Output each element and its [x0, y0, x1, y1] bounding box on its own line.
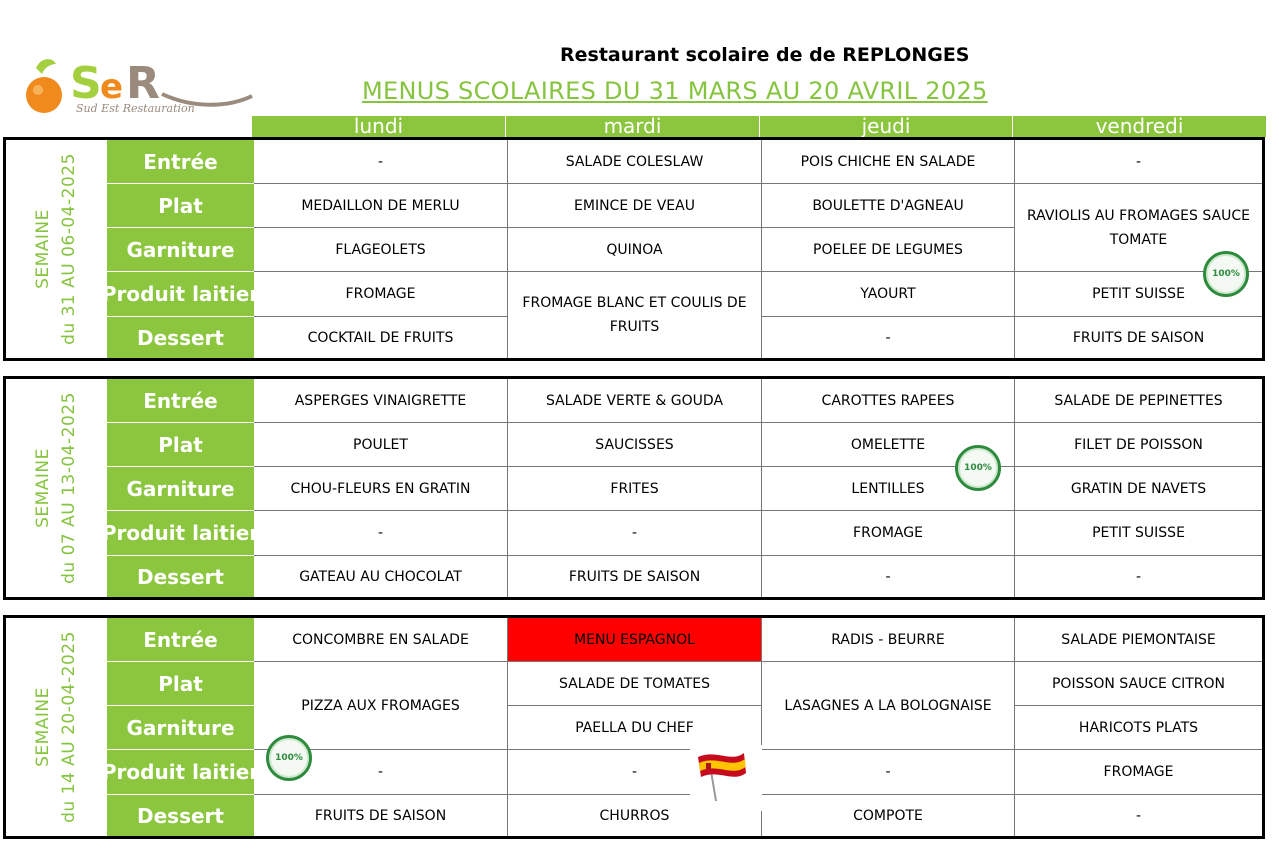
menu-cell: - [254, 140, 508, 184]
menu-cell: FROMAGE BLANC ET COULIS DE FRUITS [508, 272, 762, 358]
menu-cell: - [762, 317, 1015, 358]
menu-cell: - [508, 511, 762, 556]
svg-text:Sud Est Restauration: Sud Est Restauration [76, 102, 195, 115]
vegetarian-badge-icon: 100% [266, 735, 312, 781]
menu-cell: QUINOA [508, 228, 762, 272]
menu-cell: CAROTTES RAPEES [762, 379, 1015, 423]
category-dessert: Dessert [107, 317, 254, 358]
menu-cell: LENTILLES [762, 467, 1015, 511]
week-label-title: SEMAINE [33, 209, 53, 289]
category-plat: Plat [107, 184, 254, 228]
menu-cell: FROMAGE [762, 511, 1015, 556]
day-header-lundi: lundi [251, 116, 505, 137]
menu-cell: - [1135, 568, 1142, 585]
category-plat: Plat [107, 423, 254, 467]
menu-cell: GRATIN DE NAVETS [1015, 467, 1262, 511]
week-3-label [6, 618, 106, 836]
menu-cell: - [1135, 807, 1142, 824]
svg-text:S: S [70, 58, 102, 109]
category-entree: Entrée [107, 140, 254, 184]
week-label-title: SEMAINE [33, 687, 53, 767]
menu-cell: FROMAGE [1015, 750, 1262, 795]
menu-cell: CHURROS [508, 795, 762, 836]
week-label-dates: du 14 AU 20-04-2025 [59, 631, 79, 823]
vegetarian-badge-icon: 100% [955, 445, 1001, 491]
category-produit-laitier: Produit laitier [107, 272, 254, 317]
day-header-mardi: mardi [505, 116, 759, 137]
week-1-label [6, 140, 106, 358]
day-header-jeudi: jeudi [759, 116, 1012, 137]
menu-cell: FLAGEOLETS [254, 228, 508, 272]
category-garniture: Garniture [107, 228, 254, 272]
day-header-row [251, 116, 1266, 137]
menu-cell: MEDAILLON DE MERLU [254, 184, 508, 228]
menu-cell: POULET [254, 423, 508, 467]
menu-cell: SALADE DE TOMATES [508, 662, 762, 706]
category-dessert: Dessert [107, 556, 254, 597]
menu-cell: GATEAU AU CHOCOLAT [254, 556, 508, 597]
menu-cell: PETIT SUISSE [1015, 511, 1262, 556]
menu-cell: BOULETTE D'AGNEAU [762, 184, 1015, 228]
menu-cell: EMINCE DE VEAU [508, 184, 762, 228]
menu-cell: CHOU-FLEURS EN GRATIN [254, 467, 508, 511]
category-entree: Entrée [107, 618, 254, 662]
menu-cell: RAVIOLIS AU FROMAGES SAUCE TOMATE [1015, 184, 1262, 272]
category-dessert: Dessert [107, 795, 254, 836]
menu-cell: ASPERGES VINAIGRETTE [254, 379, 508, 423]
menu-cell: POIS CHICHE EN SALADE [762, 140, 1015, 184]
menu-cell: OMELETTE [762, 423, 1015, 467]
menu-cell: PETIT SUISSE [1015, 272, 1262, 317]
week-1-table [3, 137, 1265, 361]
category-garniture: Garniture [107, 467, 254, 511]
restaurant-title: Restaurant scolaire de de REPLONGES [560, 44, 970, 66]
category-entree: Entrée [107, 379, 254, 423]
week-label-title: SEMAINE [33, 448, 53, 528]
menu-cell: - [1015, 140, 1262, 184]
menu-cell: - [254, 750, 508, 795]
menu-cell: PAELLA DU CHEF [508, 706, 762, 750]
menu-espagnol-cell: MENU ESPAGNOL [508, 618, 762, 662]
menu-cell: SAUCISSES [508, 423, 762, 467]
menu-cell: FRUITS DE SAISON [1072, 329, 1205, 346]
spain-flag-icon [686, 743, 766, 813]
week-2-table [3, 376, 1265, 600]
menu-cell: FRITES [508, 467, 762, 511]
menu-cell: PIZZA AUX FROMAGES [254, 662, 508, 750]
menu-cell: POELEE DE LEGUMES [762, 228, 1015, 272]
menu-cell: SALADE VERTE & GOUDA [508, 379, 762, 423]
menu-cell: FRUITS DE SAISON [254, 795, 508, 836]
ser-logo [22, 50, 254, 116]
menu-cell: FROMAGE [254, 272, 508, 317]
menu-cell: FRUITS DE SAISON [508, 556, 762, 597]
menu-cell: CONCOMBRE EN SALADE [254, 618, 508, 662]
day-header-vendredi: vendredi [1012, 116, 1266, 137]
menu-cell: - [762, 556, 1015, 597]
week-3-table [3, 615, 1265, 839]
category-plat: Plat [107, 662, 254, 706]
menu-cell: - [762, 750, 1015, 795]
menu-cell: COCKTAIL DE FRUITS [254, 317, 508, 358]
svg-text:e: e [100, 67, 124, 107]
category-garniture: Garniture [107, 706, 254, 750]
menu-cell: SALADE PIEMONTAISE [1015, 618, 1262, 662]
category-produit-laitier: Produit laitier [107, 511, 254, 556]
menu-cell: FILET DE POISSON [1015, 423, 1262, 467]
week-2-label [6, 379, 106, 597]
vegetarian-badge-icon: 100% [1203, 251, 1249, 297]
menu-cell: RADIS - BEURRE [762, 618, 1015, 662]
menu-cell: COMPOTE [762, 795, 1015, 836]
menu-cell: SALADE COLESLAW [508, 140, 762, 184]
category-produit-laitier: Produit laitier [107, 750, 254, 795]
menu-cell: SALADE DE PEPINETTES [1015, 379, 1262, 423]
menu-cell: POISSON SAUCE CITRON [1015, 662, 1262, 706]
menu-cell: HARICOTS PLATS [1015, 706, 1262, 750]
svg-text:R: R [126, 58, 160, 109]
menu-title: MENUS SCOLAIRES DU 31 MARS AU 20 AVRIL 2025 [362, 77, 988, 105]
menu-cell: - [508, 750, 762, 795]
menu-cell: LASAGNES A LA BOLOGNAISE [762, 662, 1015, 750]
week-label-dates: du 07 AU 13-04-2025 [59, 392, 79, 584]
week-label-dates: du 31 AU 06-04-2025 [59, 153, 79, 345]
menu-cell: - [254, 511, 508, 556]
menu-cell: YAOURT [762, 272, 1015, 317]
